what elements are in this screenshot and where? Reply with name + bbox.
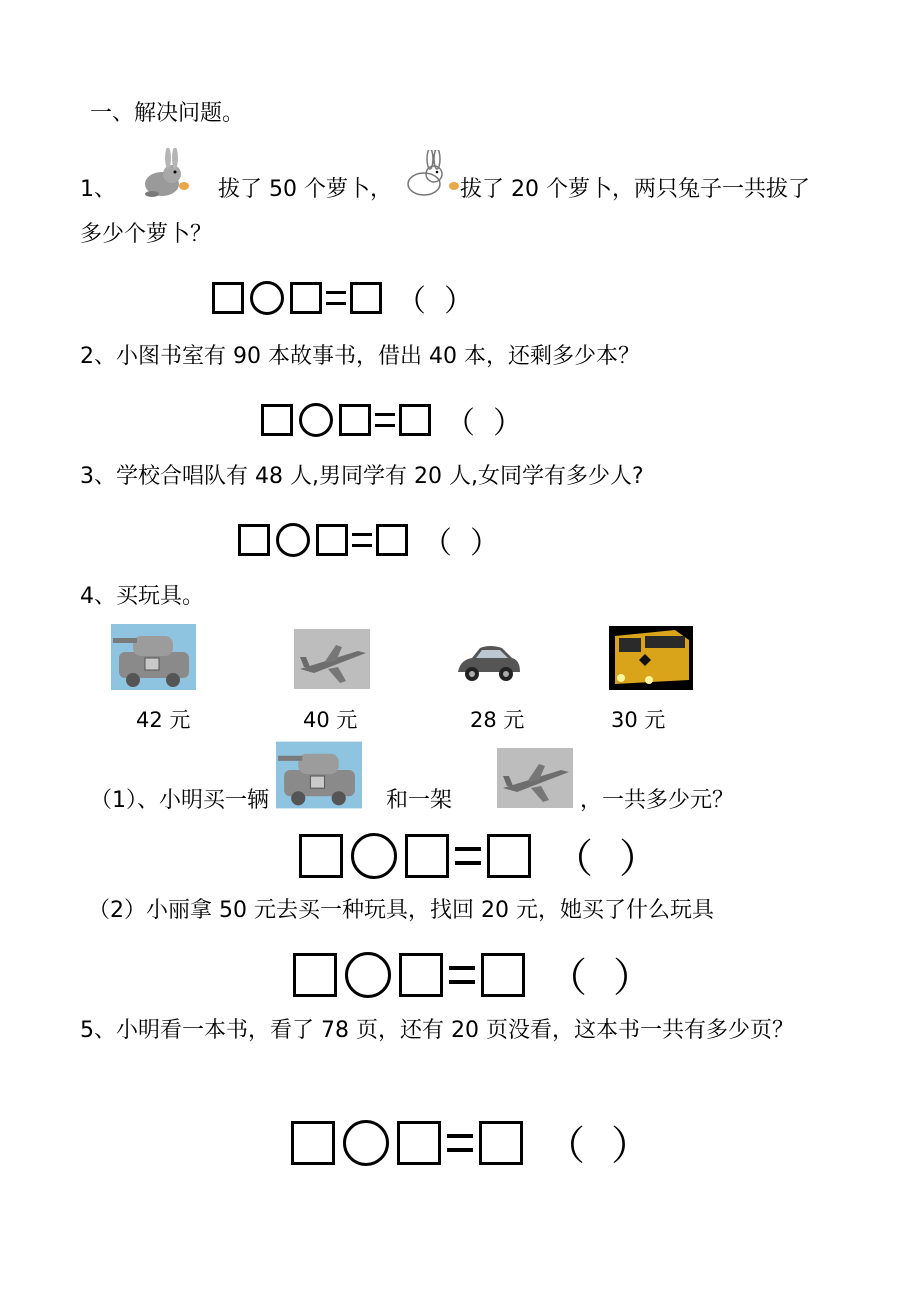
- rabbit-icon: [138, 148, 198, 200]
- unit-paren-open: （: [396, 284, 426, 319]
- answer-box[interactable]: [479, 1121, 523, 1165]
- unit-paren-open: （: [553, 836, 593, 882]
- answer-box[interactable]: [293, 953, 337, 997]
- operator-circle[interactable]: [250, 281, 284, 315]
- answer-box[interactable]: [212, 282, 244, 314]
- answer-box[interactable]: [481, 953, 525, 997]
- unit-paren-open: （: [547, 955, 587, 1001]
- equation-3: [238, 518, 500, 562]
- q4-sub1-b: 和一架: [386, 788, 453, 813]
- equation-5: [293, 946, 653, 1003]
- unit-paren-close: ）: [611, 1123, 651, 1169]
- unit-paren-close: ）: [493, 406, 523, 441]
- equation-4: [299, 827, 659, 884]
- operator-circle[interactable]: [299, 403, 333, 437]
- unit-paren-open: （: [422, 526, 452, 561]
- q1-part2: 拔了 20 个萝卜，两只兔子一共拔了: [460, 177, 810, 202]
- equation-2: [261, 398, 523, 442]
- price-bus: 30 元: [611, 708, 666, 732]
- rabbit-outline-icon: [402, 150, 460, 200]
- jet-icon: [497, 748, 573, 808]
- section-title: 一、解决问题。: [90, 101, 245, 126]
- unit-paren-close: ）: [470, 526, 500, 561]
- equals-sign: [449, 966, 475, 984]
- q1-line2: 多少个萝卜？: [80, 222, 213, 247]
- answer-box[interactable]: [316, 524, 348, 556]
- answer-box[interactable]: [291, 1121, 335, 1165]
- q1-number: 1、: [80, 177, 116, 202]
- price-jet: 40 元: [303, 708, 358, 732]
- equals-sign: [326, 291, 346, 305]
- car-icon: [454, 636, 524, 688]
- answer-box[interactable]: [238, 524, 270, 556]
- answer-box[interactable]: [397, 1121, 441, 1165]
- price-car: 28 元: [470, 708, 525, 732]
- q4-sub1-c: ，一共多少元？: [580, 788, 735, 813]
- jet-icon: [294, 629, 370, 689]
- answer-box[interactable]: [399, 404, 431, 436]
- unit-paren-close: ）: [619, 836, 659, 882]
- q4-sub2-text: （2）小丽拿 50 元去买一种玩具，找回 20 元，她买了什么玩具: [88, 898, 714, 923]
- answer-box[interactable]: [261, 404, 293, 436]
- equals-sign: [455, 847, 481, 865]
- q4-text: 4、买玩具。: [80, 584, 204, 609]
- operator-circle[interactable]: [276, 523, 310, 557]
- answer-box[interactable]: [405, 834, 449, 878]
- q4-sub1-a: （1）、小明买一辆: [90, 788, 269, 813]
- q2-text: 2、小图书室有 90 本故事书，借出 40 本，还剩多少本？: [80, 344, 640, 369]
- bus-icon: [609, 626, 693, 690]
- tank-icon: [111, 624, 196, 690]
- price-tank: 42 元: [136, 708, 191, 732]
- q3-text: 3、学校合唱队有 48 人,男同学有 20 人,女同学有多少人?: [80, 464, 644, 489]
- operator-circle[interactable]: [343, 1120, 389, 1166]
- answer-box[interactable]: [299, 834, 343, 878]
- answer-box[interactable]: [487, 834, 531, 878]
- equation-6: [291, 1114, 651, 1171]
- q5-text: 5、小明看一本书，看了 78 页，还有 20 页没看，这本书一共有多少页？: [80, 1018, 794, 1043]
- equals-sign: [447, 1134, 473, 1152]
- answer-box[interactable]: [290, 282, 322, 314]
- tank-icon: [276, 741, 362, 809]
- answer-box[interactable]: [376, 524, 408, 556]
- operator-circle[interactable]: [351, 833, 397, 879]
- equation-1: [212, 276, 474, 320]
- equals-sign: [352, 533, 372, 547]
- unit-paren-open: （: [545, 1123, 585, 1169]
- answer-box[interactable]: [339, 404, 371, 436]
- answer-box[interactable]: [399, 953, 443, 997]
- operator-circle[interactable]: [345, 952, 391, 998]
- unit-paren-close: ）: [613, 955, 653, 1001]
- answer-box[interactable]: [350, 282, 382, 314]
- q1-part1: 拔了 50 个萝卜，: [218, 177, 392, 202]
- equals-sign: [375, 413, 395, 427]
- unit-paren-open: （: [445, 406, 475, 441]
- unit-paren-close: ）: [444, 284, 474, 319]
